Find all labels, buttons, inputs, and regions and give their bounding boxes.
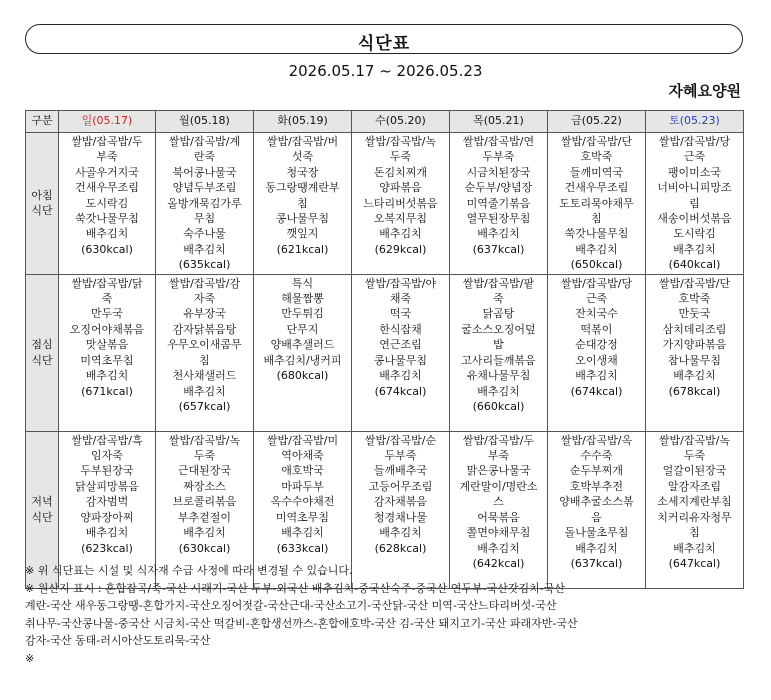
menu-item: 도시락김 bbox=[673, 227, 716, 241]
menu-item: 배추김치 bbox=[575, 369, 618, 383]
menu-item: 돈김치찌개 bbox=[373, 165, 428, 179]
menu-item: 미역초무침 bbox=[275, 510, 330, 524]
menu-table bbox=[25, 110, 744, 589]
menu-item: 부추겉절이 bbox=[177, 510, 232, 524]
menu-item: 양배추굴소스볶 bbox=[559, 495, 634, 509]
menu-item: 배추김치 bbox=[379, 369, 422, 383]
menu-item: 고사리들깨볶음 bbox=[461, 353, 536, 367]
menu-item: (623kcal) bbox=[81, 541, 133, 555]
menu-item: (674kcal) bbox=[374, 384, 427, 398]
menu-item: 들깨배추국 bbox=[373, 464, 428, 478]
menu-item: (635kcal) bbox=[178, 258, 231, 272]
menu-item: 숙주나물 bbox=[183, 227, 226, 241]
menu-item: (629kcal) bbox=[374, 242, 427, 256]
menu-item: (633kcal) bbox=[276, 541, 329, 555]
menu-item: (647kcal) bbox=[668, 556, 721, 570]
menu-item: 건새우무조림 bbox=[75, 181, 139, 195]
menu-item: 도시락김 bbox=[85, 196, 129, 210]
menu-item: 짜장소스 bbox=[183, 479, 226, 493]
menu-item: 쫄면야채무침 bbox=[466, 526, 531, 540]
meal-label bbox=[26, 274, 59, 431]
menu-item: 배추김치 bbox=[477, 541, 520, 555]
menu-item: 쌀밥/잡곡밥/두 bbox=[71, 135, 143, 148]
menu-item: 콩나물무침 bbox=[373, 353, 428, 367]
menu-item: 특식 bbox=[291, 276, 314, 290]
menu-item: 맛살볶음 bbox=[85, 338, 129, 352]
menu-cell bbox=[59, 133, 156, 275]
menu-item: 배추김치 bbox=[85, 227, 129, 241]
footnotes bbox=[25, 562, 755, 667]
menu-item: 근죽 bbox=[585, 292, 608, 306]
menu-item: 수수죽 bbox=[580, 449, 613, 463]
menu-item: 쌀밥/잡곡밥/녹 bbox=[364, 135, 437, 148]
menu-item: 호박죽 bbox=[678, 292, 711, 306]
menu-item: 옥수수야채전 bbox=[270, 495, 335, 509]
footnote-line: 계란-국산 새우동그랑땡-혼합가지-국산오징어젓갈-국산근대-국산소고기-국산닭-국산 미역-국산느타리버섯-국산 bbox=[25, 599, 557, 612]
menu-item: 두부죽 bbox=[482, 150, 515, 164]
menu-item: (657kcal) bbox=[178, 399, 231, 413]
menu-item: 배추김치 bbox=[85, 369, 129, 383]
menu-cell bbox=[156, 274, 254, 431]
menu-item: 부죽 bbox=[96, 150, 118, 164]
footnote-line: ※ bbox=[25, 651, 35, 665]
meal-label-line: 점심 bbox=[31, 338, 53, 352]
menu-item: 침 bbox=[297, 196, 308, 210]
menu-item: 애호박국 bbox=[281, 464, 324, 478]
menu-item: 천사채샐러드 bbox=[172, 369, 237, 383]
menu-item: 쌀밥/잡곡밥/흑 bbox=[71, 433, 143, 447]
menu-item: 가지양파볶음 bbox=[662, 338, 727, 352]
menu-item: 배추김치 bbox=[477, 384, 520, 398]
menu-item: 잔치국수 bbox=[575, 307, 618, 321]
menu-item: 배추김치 bbox=[281, 526, 324, 540]
menu-item: 만두국 bbox=[91, 307, 123, 321]
menu-item: 감자닭볶음탕 bbox=[172, 322, 237, 336]
menu-item: 쌀밥/잡곡밥/감 bbox=[168, 276, 241, 290]
menu-item: 들깨미역국 bbox=[569, 165, 624, 179]
menu-item: (630kcal) bbox=[81, 242, 133, 256]
day-header: 금(05.22) bbox=[548, 111, 646, 133]
menu-item: 유부장국 bbox=[183, 307, 226, 321]
day-header: 화(05.19) bbox=[254, 111, 352, 133]
menu-item: 소세지계란부침 bbox=[657, 495, 732, 509]
menu-item: 근죽 bbox=[683, 150, 706, 164]
menu-item: 사골우거지국 bbox=[75, 165, 139, 179]
footnote-line: ※ 원산지 표시 : 혼합잡곡/죽-국산 시래기-국산 두부-외국산 배추김치-중국산숙주-중국산 연두부-국산갓김치-국산 bbox=[25, 581, 565, 595]
menu-cell bbox=[352, 133, 450, 275]
menu-item: 쌀밥/잡곡밥/녹 bbox=[658, 433, 731, 447]
day-header: 월(05.18) bbox=[156, 111, 254, 133]
menu-item: 맑은콩나물국 bbox=[466, 464, 531, 478]
menu-item: 우무오이새콤무 bbox=[167, 338, 242, 352]
menu-item: 무침 bbox=[193, 212, 216, 226]
menu-item: 두부죽 bbox=[384, 449, 417, 463]
menu-item: 음 bbox=[591, 510, 602, 524]
menu-item: (642kcal) bbox=[472, 556, 525, 570]
menu-item: 만둣국 bbox=[678, 307, 711, 321]
menu-item: 콩나물무침 bbox=[275, 212, 330, 226]
menu-item: 배추김치 bbox=[379, 227, 422, 241]
menu-item: 미역줄기볶음 bbox=[466, 196, 531, 210]
header-row bbox=[26, 111, 744, 133]
menu-item: 쌀밥/잡곡밥/당 bbox=[560, 276, 633, 290]
menu-item: 고등어무조림 bbox=[368, 479, 433, 493]
menu-item: 쌀밥/잡곡밥/당 bbox=[658, 135, 731, 148]
menu-item: 배추김치 bbox=[673, 369, 716, 383]
menu-item: 배추김치 bbox=[183, 384, 226, 398]
title-box bbox=[25, 24, 743, 54]
menu-item: 떡국 bbox=[389, 307, 412, 321]
meal-label bbox=[26, 133, 59, 275]
facility-name: 자혜요양원 bbox=[668, 82, 741, 100]
menu-item: 닭곰탕 bbox=[482, 307, 515, 321]
menu-item: 북어콩나물국 bbox=[172, 165, 237, 179]
menu-item: 동그랑땡계란부 bbox=[265, 181, 340, 195]
menu-item: 쌀밥/잡곡밥/버 bbox=[266, 135, 339, 148]
menu-item: 배추김치 bbox=[575, 541, 618, 555]
menu-item: 채죽 bbox=[389, 292, 412, 306]
menu-item: 쌀밥/잡곡밥/야 bbox=[364, 276, 437, 290]
menu-item: (637kcal) bbox=[570, 556, 623, 570]
menu-item: 청경채나물 bbox=[373, 510, 428, 524]
menu-item: 알감자조림 bbox=[667, 479, 722, 493]
menu-item: 닭살피망볶음 bbox=[75, 479, 139, 493]
menu-item: 오복지무침 bbox=[373, 212, 428, 226]
menu-item: 새송이버섯볶음 bbox=[657, 212, 732, 226]
menu-item: 만두튀김 bbox=[281, 307, 324, 321]
menu-item: (674kcal) bbox=[570, 384, 623, 398]
menu-item: 얼갈이된장국 bbox=[662, 464, 727, 478]
menu-item: 배추김치/냉커피 bbox=[263, 353, 342, 367]
menu-cell bbox=[646, 274, 744, 431]
menu-item: 쌀밥/잡곡밥/미 bbox=[266, 433, 339, 447]
menu-item: 순두부/양념장 bbox=[464, 181, 533, 195]
date-range: 2026.05.17 ~ 2026.05.23 bbox=[288, 62, 483, 80]
menu-item: 두죽 bbox=[683, 449, 706, 463]
menu-item: 도토리묵야채무 bbox=[559, 196, 634, 210]
menu-item: 양배추샐러드 bbox=[270, 338, 335, 352]
menu-item: 두죽 bbox=[389, 150, 412, 164]
menu-item: 배추김치 bbox=[379, 526, 422, 540]
menu-item: 양파볶음 bbox=[379, 181, 422, 195]
page-title: 식단표 bbox=[357, 34, 411, 54]
menu-item: (650kcal) bbox=[570, 258, 623, 272]
menu-item: 근대된장국 bbox=[177, 464, 232, 478]
menu-item: (640kcal) bbox=[668, 258, 721, 272]
menu-item: 감자범벅 bbox=[85, 495, 129, 509]
menu-item: 쌀밥/잡곡밥/녹 bbox=[168, 433, 241, 447]
menu-item: (671kcal) bbox=[81, 384, 133, 398]
lunch-row bbox=[26, 274, 744, 431]
menu-item: 삼치데리조림 bbox=[662, 322, 727, 336]
menu-item: 참나물무침 bbox=[667, 353, 722, 367]
menu-item: 팽이미소국 bbox=[667, 165, 722, 179]
meal-label-line: 식단 bbox=[31, 204, 53, 218]
menu-item: 떡볶이 bbox=[580, 322, 613, 336]
menu-cell bbox=[254, 274, 352, 431]
menu-item: 느타리버섯볶음 bbox=[363, 196, 438, 210]
menu-item: 올방개묵김가루 bbox=[167, 196, 242, 210]
menu-item: 시금치된장국 bbox=[466, 165, 531, 179]
menu-item: 배추김치 bbox=[673, 541, 716, 555]
menu-item: 한식잡채 bbox=[379, 322, 422, 336]
menu-item: 쌀밥/잡곡밥/계 bbox=[168, 135, 241, 148]
footnote-line: ※ 위 식단표는 시설 및 식자재 수급 사정에 따라 변경될 수 있습니다. bbox=[25, 564, 353, 577]
menu-item: 쌀밥/잡곡밥/단 bbox=[658, 276, 731, 290]
menu-item: 돌나물초무침 bbox=[564, 526, 629, 540]
menu-item: 호박죽 bbox=[580, 150, 613, 164]
menu-cell bbox=[646, 133, 744, 275]
menu-item: 쌀밥/잡곡밥/단 bbox=[560, 135, 633, 148]
menu-item: 두죽 bbox=[193, 449, 216, 463]
footnote-line: 취나무-국산콩나물-중국산 시금치-국산 떡갈비-혼합생선까스-혼합애호박-국산 김-국산 돼지고기-국산 파래자반-국산 bbox=[25, 616, 578, 630]
menu-item: 브로콜리볶음 bbox=[172, 495, 237, 509]
menu-item: 미역초무침 bbox=[80, 353, 134, 367]
menu-cell bbox=[156, 133, 254, 275]
menu-item: 연근조림 bbox=[379, 338, 422, 352]
menu-item: 배추김치 bbox=[85, 526, 129, 540]
meal-label-line: 식단 bbox=[31, 353, 53, 367]
menu-item: (660kcal) bbox=[472, 399, 525, 413]
menu-item: 쌀밥/잡곡밥/닭 bbox=[71, 276, 143, 290]
menu-item: 깻잎지 bbox=[286, 227, 319, 241]
meal-label-line: 식단 bbox=[31, 510, 53, 524]
day-header: 토(05.23) bbox=[646, 111, 744, 133]
menu-item: 배추김치 bbox=[575, 242, 618, 256]
meal-label-line: 저녁 bbox=[31, 495, 53, 509]
menu-item: 건새우무조림 bbox=[564, 181, 629, 195]
menu-item: 배추김치 bbox=[673, 242, 716, 256]
menu-item: 배추김치 bbox=[183, 526, 226, 540]
breakfast-row bbox=[26, 133, 744, 275]
menu-item: 굴소스오징어덮 bbox=[461, 322, 536, 336]
menu-item: 죽 bbox=[101, 292, 113, 306]
day-header: 일(05.17) bbox=[59, 111, 156, 133]
menu-cell bbox=[254, 133, 352, 275]
menu-item: 쑥갓나물무침 bbox=[75, 212, 139, 226]
menu-item: (637kcal) bbox=[472, 242, 525, 256]
menu-item: 치커리유자청무 bbox=[657, 510, 732, 524]
menu-cell bbox=[450, 133, 548, 275]
menu-cell bbox=[548, 274, 646, 431]
footnote-line: 감자-국산 동태-러시아산도토리묵-국산 bbox=[25, 634, 211, 647]
menu-item: 쌀밥/잡곡밥/옥 bbox=[560, 433, 633, 447]
menu-item: 오징어야채볶음 bbox=[69, 322, 145, 336]
menu-item: 순두부찌개 bbox=[569, 464, 624, 478]
menu-cell bbox=[59, 274, 156, 431]
menu-item: 감자채볶음 bbox=[373, 495, 428, 509]
menu-item: 역아채죽 bbox=[281, 449, 324, 463]
menu-body bbox=[26, 133, 744, 589]
menu-item: 스 bbox=[493, 495, 504, 509]
menu-item: 배추김치 bbox=[477, 227, 520, 241]
menu-cell bbox=[548, 133, 646, 275]
corner-header: 구분 bbox=[26, 111, 59, 133]
menu-cell bbox=[352, 274, 450, 431]
menu-item: 쌀밥/잡곡밥/연 bbox=[462, 135, 535, 148]
day-header: 목(05.21) bbox=[450, 111, 548, 133]
menu-item: 열무된장무침 bbox=[466, 212, 531, 226]
menu-item: 침 bbox=[591, 212, 602, 226]
menu-item: 자죽 bbox=[193, 292, 216, 306]
menu-item: 배추김치 bbox=[183, 242, 226, 256]
menu-item: (628kcal) bbox=[374, 541, 427, 555]
menu-item: 쌀밥/잡곡밥/두 bbox=[462, 433, 535, 447]
menu-item: 쑥갓나물무침 bbox=[564, 227, 629, 241]
menu-item: 침 bbox=[199, 353, 210, 367]
menu-item: 양파장아찌 bbox=[80, 510, 134, 524]
menu-item: (621kcal) bbox=[276, 242, 329, 256]
menu-item: 란죽 bbox=[193, 150, 216, 164]
menu-item: 해물짬뽕 bbox=[281, 292, 324, 306]
menu-item: 호박부추전 bbox=[569, 479, 624, 493]
menu-item: 유채나물무침 bbox=[466, 369, 531, 383]
menu-item: 너비아니피망조 bbox=[657, 181, 732, 195]
menu-item: 마파두부 bbox=[281, 479, 324, 493]
menu-item: 임자죽 bbox=[91, 449, 123, 463]
meal-label-line: 아침 bbox=[31, 188, 53, 202]
day-header: 수(05.20) bbox=[352, 111, 450, 133]
menu-item: 쌀밥/잡곡밥/팥 bbox=[462, 276, 535, 290]
menu-item: 쌀밥/잡곡밥/순 bbox=[364, 433, 437, 447]
menu-item: (680kcal) bbox=[276, 369, 329, 383]
menu-item: 순대강정 bbox=[575, 338, 618, 352]
menu-item: 청국장 bbox=[286, 165, 319, 179]
menu-cell bbox=[450, 274, 548, 431]
menu-item: 양념두부조림 bbox=[172, 181, 237, 195]
menu-item: (630kcal) bbox=[178, 541, 231, 555]
menu-item: 계란말이/명란소 bbox=[459, 479, 538, 493]
menu-item: 단무지 bbox=[286, 322, 319, 336]
menu-item: 오이생채 bbox=[575, 353, 618, 367]
menu-item: 밥 bbox=[493, 338, 504, 352]
menu-item: 부죽 bbox=[487, 449, 510, 463]
menu-item: 두부된장국 bbox=[80, 464, 134, 478]
menu-item: (678kcal) bbox=[668, 384, 721, 398]
menu-item: 림 bbox=[689, 196, 700, 210]
menu-item: 섯죽 bbox=[291, 150, 314, 164]
menu-item: 침 bbox=[689, 526, 700, 540]
menu-item: 죽 bbox=[493, 292, 504, 306]
menu-item: 어묵볶음 bbox=[477, 510, 520, 524]
